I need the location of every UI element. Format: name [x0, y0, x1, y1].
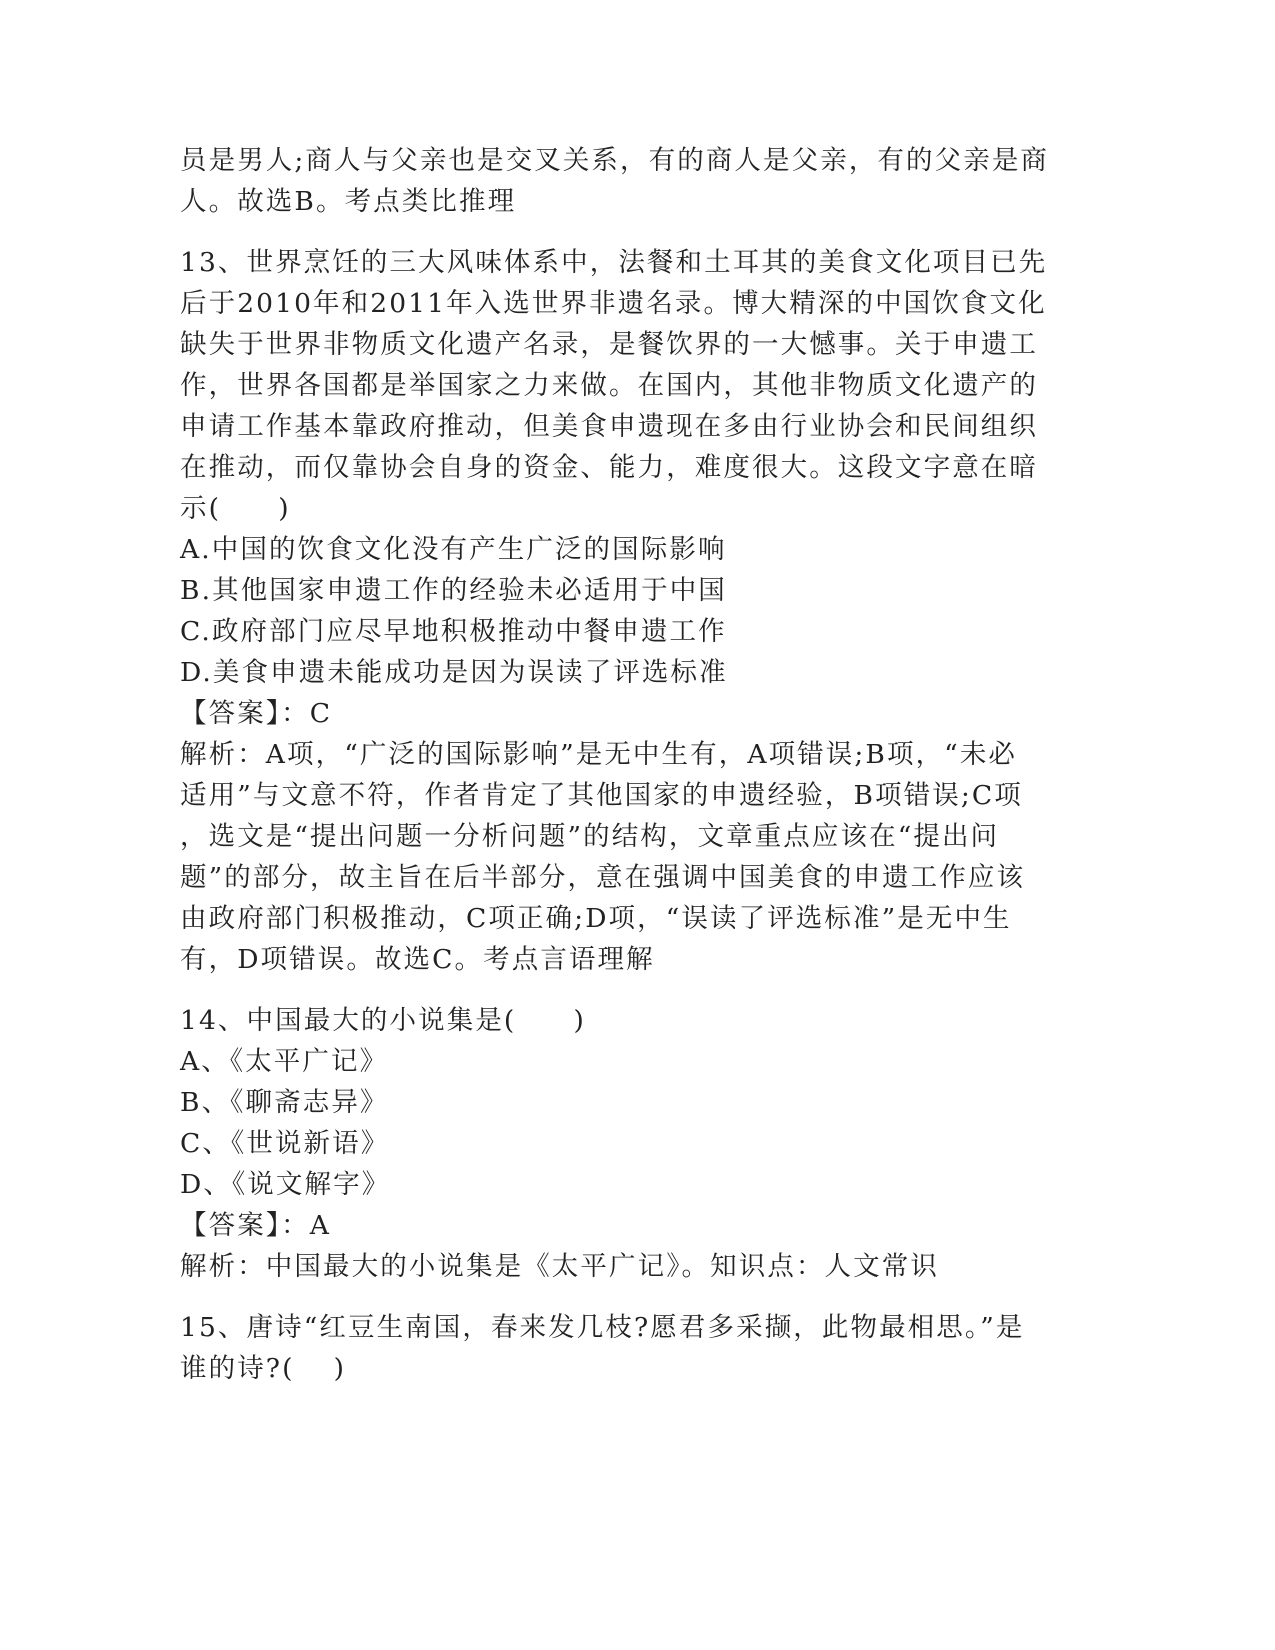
spacer — [180, 980, 1050, 1000]
spacer — [180, 1287, 1050, 1307]
question-14 — [180, 1000, 1050, 1287]
analysis-line: 解析：A项，“广泛的国际影响”是无中生有，A项错误;B项，“未必 — [180, 739, 1018, 770]
option-c: C、《世说新语》 — [180, 1128, 390, 1159]
answer-line: 【答案】：C — [180, 698, 333, 729]
analysis-line: 员是男人;商人与父亲也是交叉关系，有的商人是父亲，有的父亲是商 — [180, 145, 1050, 176]
option-d: D、《说文解字》 — [180, 1169, 391, 1200]
analysis-line: 由政府部门积极推动，C项正确;D项，“误读了评选标准”是无中生 — [180, 903, 1012, 934]
option-b: B.其他国家申遗工作的经验未必适用于中国 — [180, 575, 727, 606]
question-stem-line: 申请工作基本靠政府推动，但美食申遗现在多由行业协会和民间组织 — [180, 411, 1038, 442]
option-a: A、《太平广记》 — [180, 1046, 389, 1077]
analysis-line: 有，D项错误。故选C。考点言语理解 — [180, 944, 655, 975]
question-stem-line: 缺失于世界非物质文化遗产名录，是餐饮界的一大憾事。关于申遗工 — [180, 329, 1038, 360]
question-stem-line: 作，世界各国都是举国家之力来做。在国内，其他非物质文化遗产的 — [180, 370, 1038, 401]
question-stem-line: 后于2010年和2011年入选世界非遗名录。博大精深的中国饮食文化 — [180, 288, 1047, 319]
question-15 — [180, 1307, 1050, 1389]
analysis-line: ，选文是“提出问题一分析问题”的结构，文章重点应该在“提出问 — [180, 821, 1000, 852]
analysis-line: 题”的部分，故主旨在后半部分，意在强调中国美食的申遗工作应该 — [180, 862, 1026, 893]
question-stem-line: 在推动，而仅靠协会自身的资金、能力，难度很大。这段文字意在暗 — [180, 452, 1038, 483]
previous-question-analysis-continuation — [180, 140, 1050, 222]
option-b: B、《聊斋志异》 — [180, 1087, 389, 1118]
option-c: C.政府部门应尽早地积极推动中餐申遗工作 — [180, 616, 727, 647]
question-stem-line: 谁的诗?( ) — [180, 1353, 347, 1384]
analysis-line: 人。故选B。考点类比推理 — [180, 186, 517, 217]
spacer — [180, 222, 1050, 242]
question-stem-line: 14、中国最大的小说集是( ) — [180, 1005, 586, 1036]
question-stem-line: 15、唐诗“红豆生南国，春来发几枝?愿君多采撷，此物最相思。”是 — [180, 1312, 1025, 1343]
option-a: A.中国的饮食文化没有产生广泛的国际影响 — [180, 534, 727, 565]
question-13 — [180, 242, 1050, 980]
analysis-line: 适用”与文意不符，作者肯定了其他国家的申遗经验，B项错误;C项 — [180, 780, 1023, 811]
question-stem-line: 示( ) — [180, 493, 291, 524]
option-d: D.美食申遗未能成功是因为误读了评选标准 — [180, 657, 728, 688]
document-page — [180, 140, 1050, 1389]
question-stem-line: 13、世界烹饪的三大风味体系中，法餐和土耳其的美食文化项目已先 — [180, 247, 1048, 278]
analysis-line: 解析：中国最大的小说集是《太平广记》。知识点：人文常识 — [180, 1251, 939, 1282]
answer-line: 【答案】：A — [180, 1210, 331, 1241]
